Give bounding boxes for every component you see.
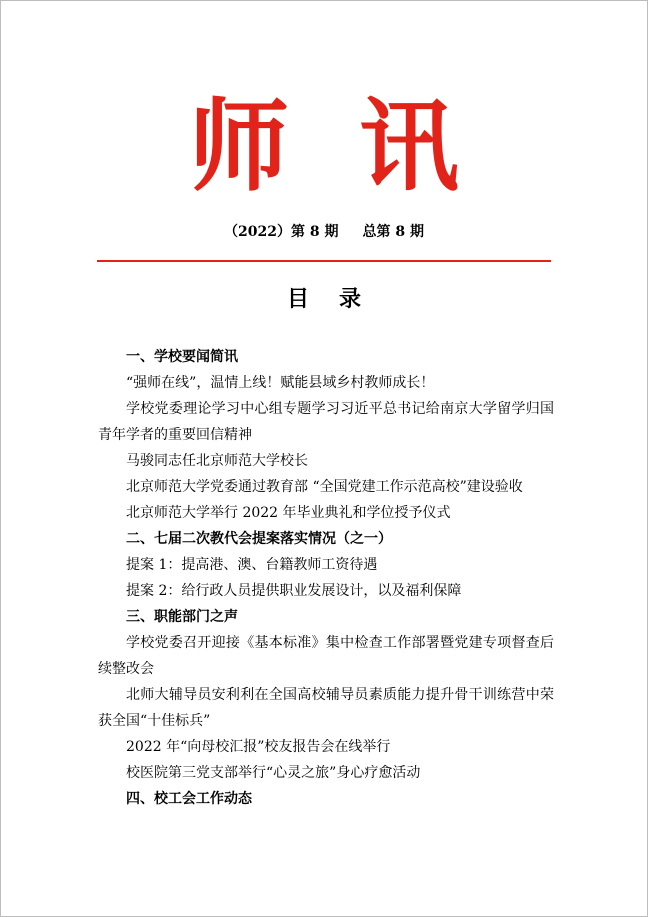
- red-divider: [97, 260, 551, 262]
- total-issue-number: 总第 8 期: [362, 224, 424, 240]
- toc-item[interactable]: 提案 1：提高港、澳、台籍教师工资待遇: [126, 557, 378, 573]
- toc-section-heading[interactable]: 三、职能部门之声: [126, 609, 238, 625]
- table-of-contents: [98, 344, 554, 812]
- toc-title: 目录: [286, 287, 391, 312]
- toc-item[interactable]: 校医院第三党支部举行“心灵之旅”身心疗愈活动: [126, 765, 421, 781]
- toc-item[interactable]: 马骏同志任北京师范大学校长: [126, 453, 308, 469]
- toc-item[interactable]: 2022 年“向母校汇报”校友报告会在线举行: [126, 739, 391, 755]
- toc-section-heading[interactable]: 四、校工会工作动态: [126, 791, 252, 807]
- issue-line: [0, 222, 648, 242]
- issue-number: （2022）第 8 期: [224, 224, 339, 240]
- toc-item[interactable]: “强师在线”，温情上线！赋能县域乡村教师成长！: [126, 375, 435, 391]
- toc-section-heading[interactable]: 一、学校要闻简讯: [126, 349, 238, 365]
- toc-item[interactable]: 学校党委召开迎接《基本标准》集中检查工作部署暨党建专项督查后续整改会: [98, 635, 554, 677]
- toc-item[interactable]: 北京师范大学党委通过教育部 “全国党建工作示范高校”建设验收: [126, 479, 523, 495]
- toc-section-heading[interactable]: 二、七届二次教代会提案落实情况（之一）: [126, 531, 392, 547]
- toc-item[interactable]: 学校党委理论学习中心组专题学习习近平总书记给南京大学留学归国青年学者的重要回信精神: [98, 401, 554, 443]
- toc-item[interactable]: 提案 2：给行政人员提供职业发展设计，以及福利保障: [126, 583, 462, 599]
- masthead-title: 师讯: [189, 88, 529, 205]
- toc-item[interactable]: 北京师范大学举行 2022 年毕业典礼和学位授予仪式: [126, 505, 451, 521]
- toc-item[interactable]: 北师大辅导员安利利在全国高校辅导员素质能力提升骨干训练营中荣获全国“十佳标兵”: [98, 687, 554, 729]
